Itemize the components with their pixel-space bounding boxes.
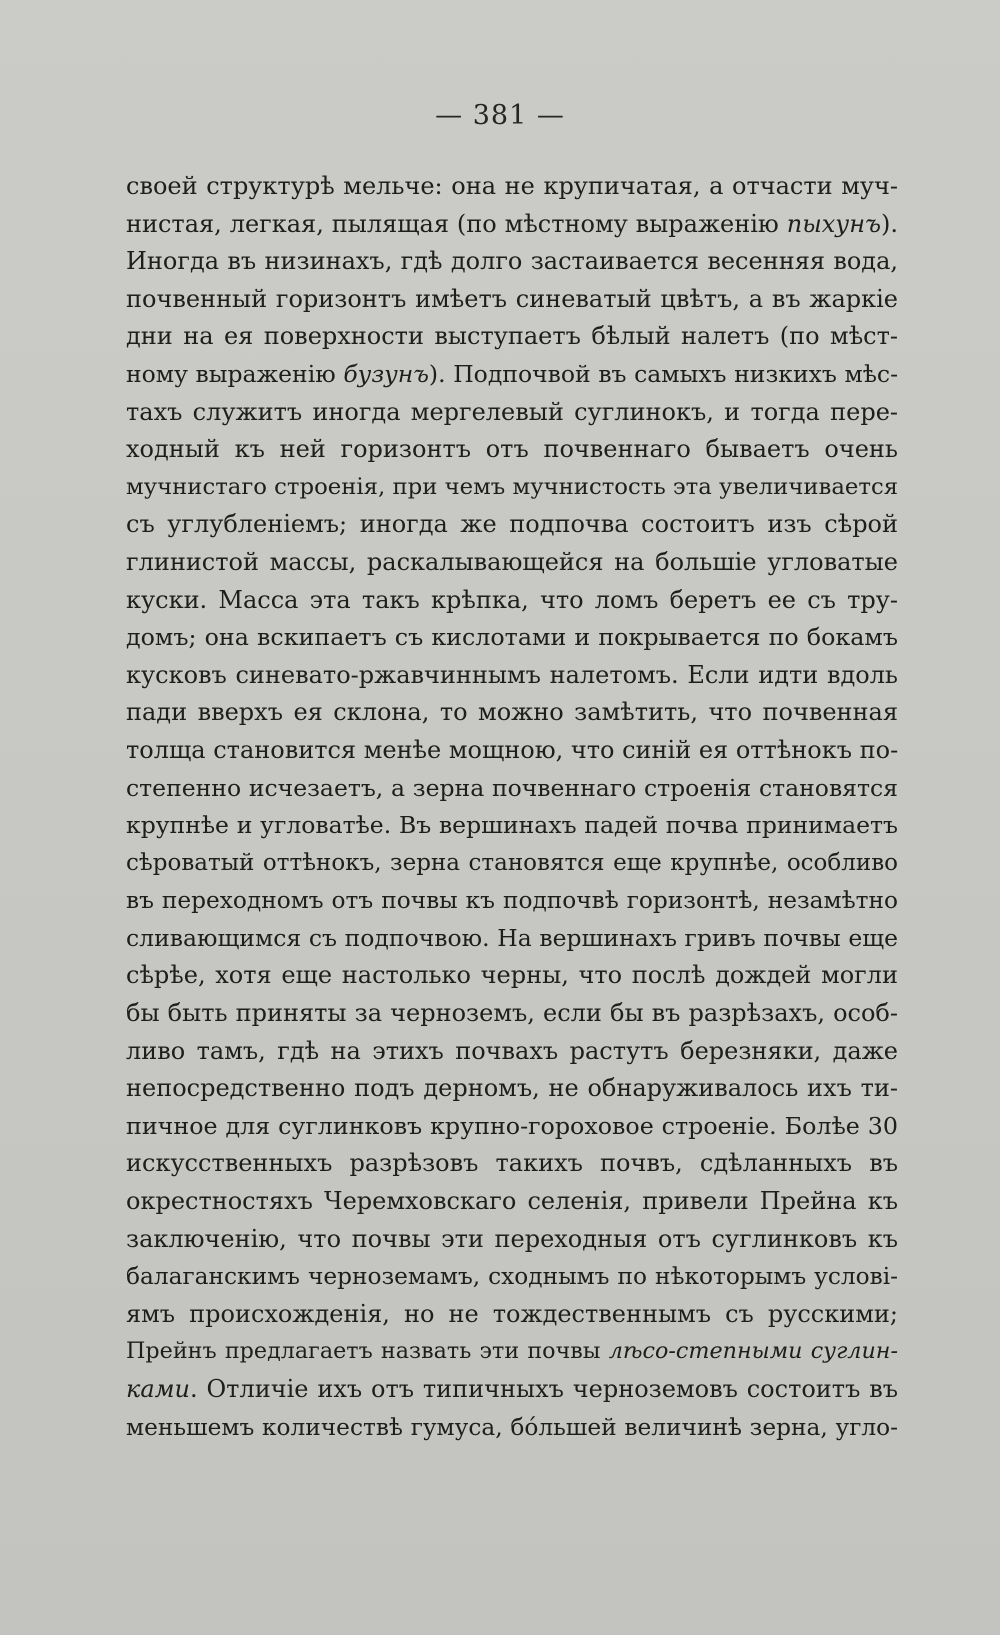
text-line bbox=[126, 206, 898, 244]
text-line bbox=[126, 807, 898, 845]
text-line bbox=[126, 582, 898, 620]
text-segment: ходный къ ней горизонтъ отъ почвеннаго бываетъ очень bbox=[126, 435, 898, 464]
text-segment: пади вверхъ ея склона, то можно замѣтить, что почвенная bbox=[126, 698, 898, 727]
text-line bbox=[126, 1145, 898, 1183]
text-line bbox=[126, 845, 898, 883]
text-line bbox=[126, 882, 898, 920]
text-line bbox=[126, 1221, 898, 1259]
text-segment: окрестностяхъ Черемховскаго селенія, привели Прейна къ bbox=[126, 1187, 898, 1216]
body-text bbox=[126, 168, 898, 1446]
text-segment: въ переходномъ отъ почвы къ подпочвѣ горизонтѣ, незамѣтно bbox=[126, 887, 898, 915]
text-segment: почвенный горизонтъ имѣетъ синеватый цвѣтъ, а въ жаркіе bbox=[126, 284, 898, 313]
text-line bbox=[126, 1183, 898, 1221]
text-segment: ). Подпочвой въ самыхъ низкихъ мѣс- bbox=[428, 359, 899, 388]
text-segment: балаганскимъ черноземамъ, сходнымъ по нѣкоторымъ услові- bbox=[126, 1263, 898, 1291]
text-line bbox=[126, 995, 898, 1033]
text-segment: бы быть приняты за черноземъ, если бы въ разрѣзахъ, особ- bbox=[126, 999, 898, 1028]
text-segment: домъ; она вскипаетъ съ кислотами и покрывается по бокамъ bbox=[126, 623, 898, 652]
text-line bbox=[126, 1296, 898, 1334]
text-segment: сѣроватый оттѣнокъ, зерна становятся еще крупнѣе, особливо bbox=[126, 849, 898, 876]
text-segment: пичное для суглинковъ крупно-гороховое строеніе. Болѣе 30 bbox=[126, 1111, 898, 1140]
text-segment: ливо тамъ, гдѣ на этихъ почвахъ растутъ березняки, даже bbox=[126, 1036, 898, 1065]
text-segment: Иногда въ низинахъ, гдѣ долго застаивается весенняя вода, bbox=[126, 247, 898, 276]
text-segment: . Отличіе ихъ отъ типичныхъ черноземовъ состоитъ въ bbox=[190, 1375, 898, 1403]
text-line bbox=[126, 1409, 898, 1447]
text-line bbox=[126, 1070, 898, 1108]
text-segment: ). bbox=[881, 209, 898, 238]
text-line bbox=[126, 243, 898, 281]
text-line bbox=[126, 1108, 898, 1146]
text-segment: нистая, легкая, пылящая (по мѣстному выраженію bbox=[126, 209, 787, 238]
text-line bbox=[126, 394, 898, 432]
text-line bbox=[126, 356, 898, 394]
text-segment: меньшемъ количествѣ гумуса, бóльшей величинѣ зерна, угло- bbox=[126, 1413, 898, 1441]
text-line bbox=[126, 694, 898, 732]
text-line bbox=[126, 168, 898, 206]
italic-term: лѣсо-степными суглин- bbox=[608, 1338, 898, 1365]
text-segment: мучнистаго строенія, при чемъ мучнистость эта увеличивается bbox=[126, 473, 899, 500]
text-segment: кусковъ синевато-ржавчиннымъ налетомъ. Если идти вдоль bbox=[126, 660, 898, 689]
text-segment: тахъ служитъ иногда мергелевый суглинокъ, и тогда пере- bbox=[126, 397, 898, 426]
text-line bbox=[126, 506, 898, 544]
text-line bbox=[126, 1033, 898, 1071]
text-line bbox=[126, 770, 898, 808]
text-segment: крупнѣе и угловатѣе. Въ вершинахъ падей почва принимаетъ bbox=[126, 811, 898, 840]
text-segment: степенно исчезаетъ, а зерна почвеннаго строенія становятся bbox=[126, 773, 898, 802]
text-line bbox=[126, 281, 898, 319]
text-line bbox=[126, 920, 898, 958]
text-line bbox=[126, 1371, 898, 1409]
text-line bbox=[126, 957, 898, 995]
text-segment: своей структурѣ мельче: она не крупичатая, а отчасти муч- bbox=[126, 172, 898, 200]
text-segment: съ углубленіемъ; иногда же подпочва состоитъ изъ сѣрой bbox=[126, 510, 898, 539]
text-line bbox=[126, 431, 898, 469]
page-number: — 381 — bbox=[435, 100, 565, 131]
text-segment: искусственныхъ разрѣзовъ такихъ почвъ, сдѣланныхъ въ bbox=[126, 1149, 898, 1178]
text-line bbox=[126, 1333, 898, 1371]
text-line bbox=[126, 732, 898, 770]
text-line bbox=[126, 318, 898, 356]
text-line bbox=[126, 1258, 898, 1296]
text-segment: дни на ея поверхности выступаетъ бѣлый налетъ (по мѣст- bbox=[126, 322, 898, 351]
text-segment: Прейнъ предлагаетъ назвать эти почвы bbox=[126, 1338, 609, 1365]
text-segment: ному выраженію bbox=[126, 359, 344, 388]
text-segment: ямъ происхожденія, но не тождественнымъ съ русскими; bbox=[126, 1299, 898, 1328]
italic-term: пыхунъ bbox=[786, 209, 881, 238]
text-segment: сливающимся съ подпочвою. На вершинахъ гривъ почвы еще bbox=[126, 923, 898, 952]
italic-term: ками bbox=[126, 1375, 190, 1403]
text-line bbox=[126, 544, 898, 582]
text-segment: заключенію, что почвы эти переходныя отъ суглинковъ къ bbox=[126, 1224, 898, 1253]
text-line bbox=[126, 469, 898, 507]
text-segment: куски. Масса эта такъ крѣпка, что ломъ беретъ ее съ тру- bbox=[126, 585, 898, 614]
text-segment: сѣрѣе, хотя еще настолько черны, что послѣ дождей могли bbox=[126, 961, 898, 990]
text-line bbox=[126, 657, 898, 695]
text-segment: глинистой массы, раскалывающейся на большіе угловатые bbox=[126, 547, 898, 576]
text-line bbox=[126, 619, 898, 657]
text-segment: толща становится менѣе мощною, что синій ея оттѣнокъ по- bbox=[126, 735, 899, 764]
italic-term: бузунъ bbox=[343, 359, 429, 388]
text-segment: непосредственно подъ дерномъ, не обнаруживалось ихъ ти- bbox=[126, 1074, 898, 1103]
